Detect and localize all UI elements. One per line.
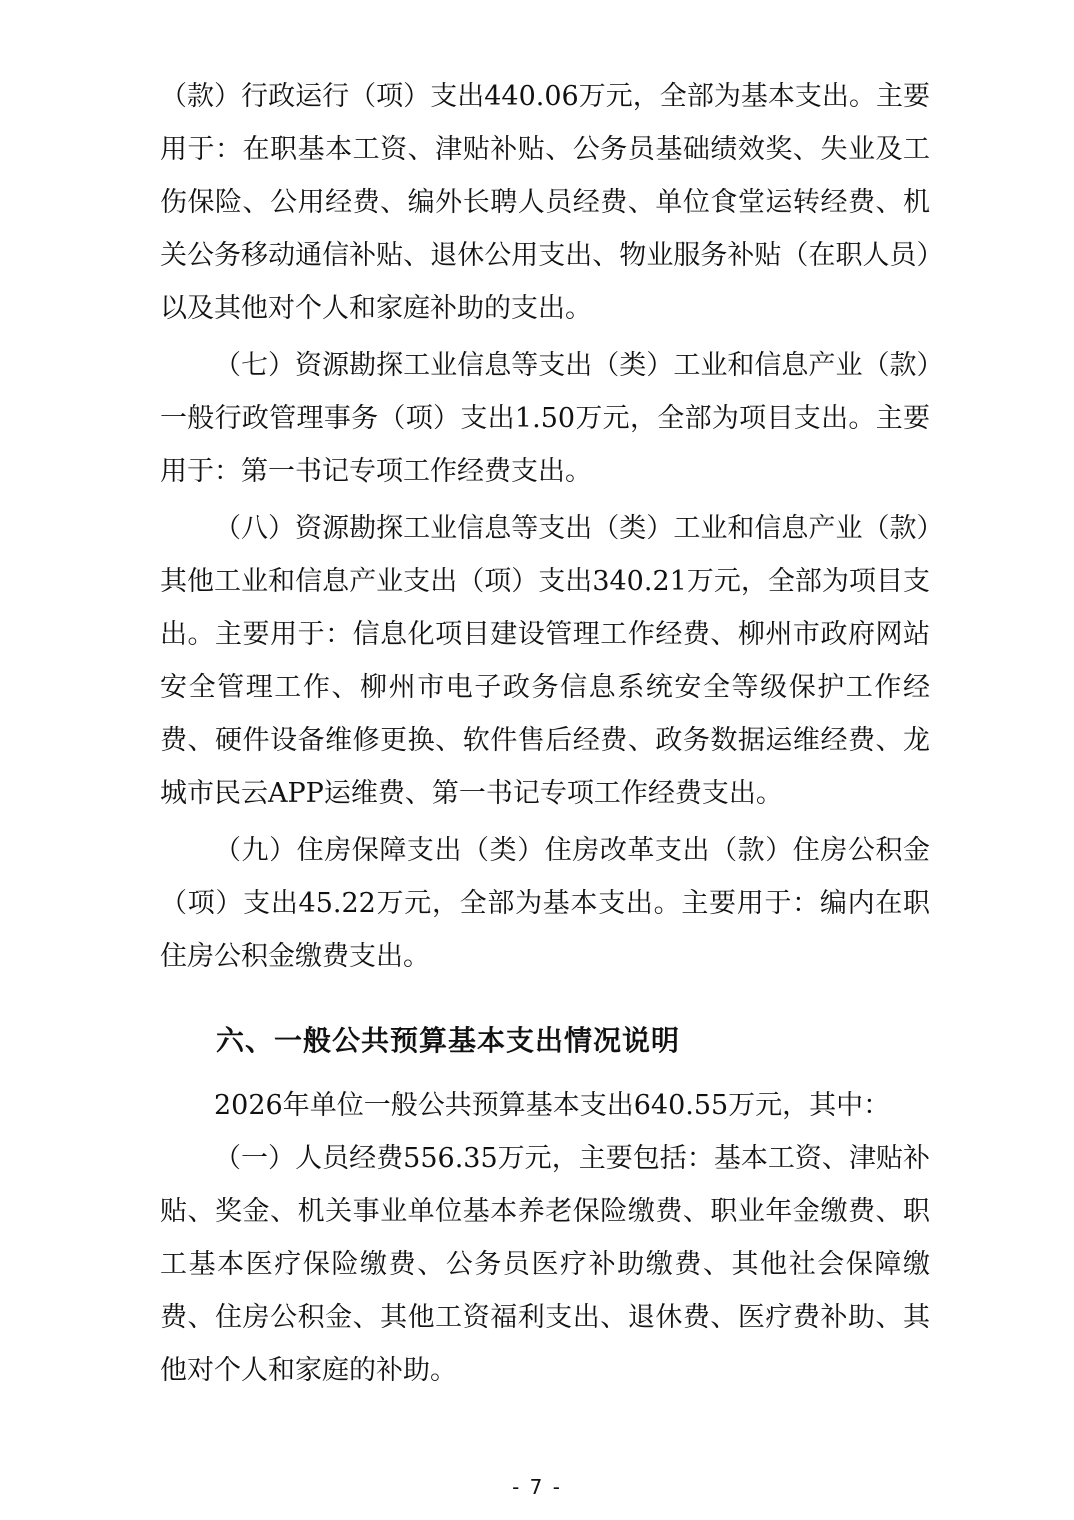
- section-heading: 六、一般公共预算基本支出情况说明: [216, 1024, 681, 1057]
- paragraph-administrative-operation: （款）行政运行（项）支出440.06万元，全部为基本支出。主要用于：在职基本工资、津贴补贴、公务员基础绩效奖、失业及工伤保险、公用经费、编外长聘人员经费、单位食堂运转经费、机关公务移动通信补贴、退休公用支出、物业服务补贴（在职人员）以及其他对个人和家庭补助的支出。: [160, 81, 930, 324]
- paragraph-item-9: （九）住房保障支出（类）住房改革支出（款）住房公积金（项）支出45.22万元，全部为基本支出。主要用于：编内在职住房公积金缴费支出。: [160, 835, 930, 972]
- paragraph-basic-expenditure-summary: 2026年单位一般公共预算基本支出640.55万元，其中：: [214, 1090, 891, 1121]
- document-body: [160, 70, 930, 1397]
- paragraph-item-7: （七）资源勘探工业信息等支出（类）工业和信息产业（款）一般行政管理事务（项）支出1.50万元，全部为项目支出。主要用于：第一书记专项工作经费支出。: [160, 350, 930, 487]
- page-number: - 7 -: [512, 1475, 562, 1499]
- paragraph-item-8: （八）资源勘探工业信息等支出（类）工业和信息产业（款）其他工业和信息产业支出（项）支出340.21万元，全部为项目支出。主要用于：信息化项目建设管理工作经费、柳州市政府网站安全管理工作、柳州市电子政务信息系统安全等级保护工作经费、硬件设备维修更换、软件售后经费、政务数据运维经费、龙城市民云APP运维费、第一书记专项工作经费支出。: [160, 513, 930, 809]
- paragraph-personnel-expenses: （一）人员经费556.35万元，主要包括：基本工资、津贴补贴、奖金、机关事业单位基本养老保险缴费、职业年金缴费、职工基本医疗保险缴费、公务员医疗补助缴费、其他社会保障缴费、住房公积金、其他工资福利支出、退休费、医疗费补助、其他对个人和家庭的补助。: [160, 1143, 930, 1386]
